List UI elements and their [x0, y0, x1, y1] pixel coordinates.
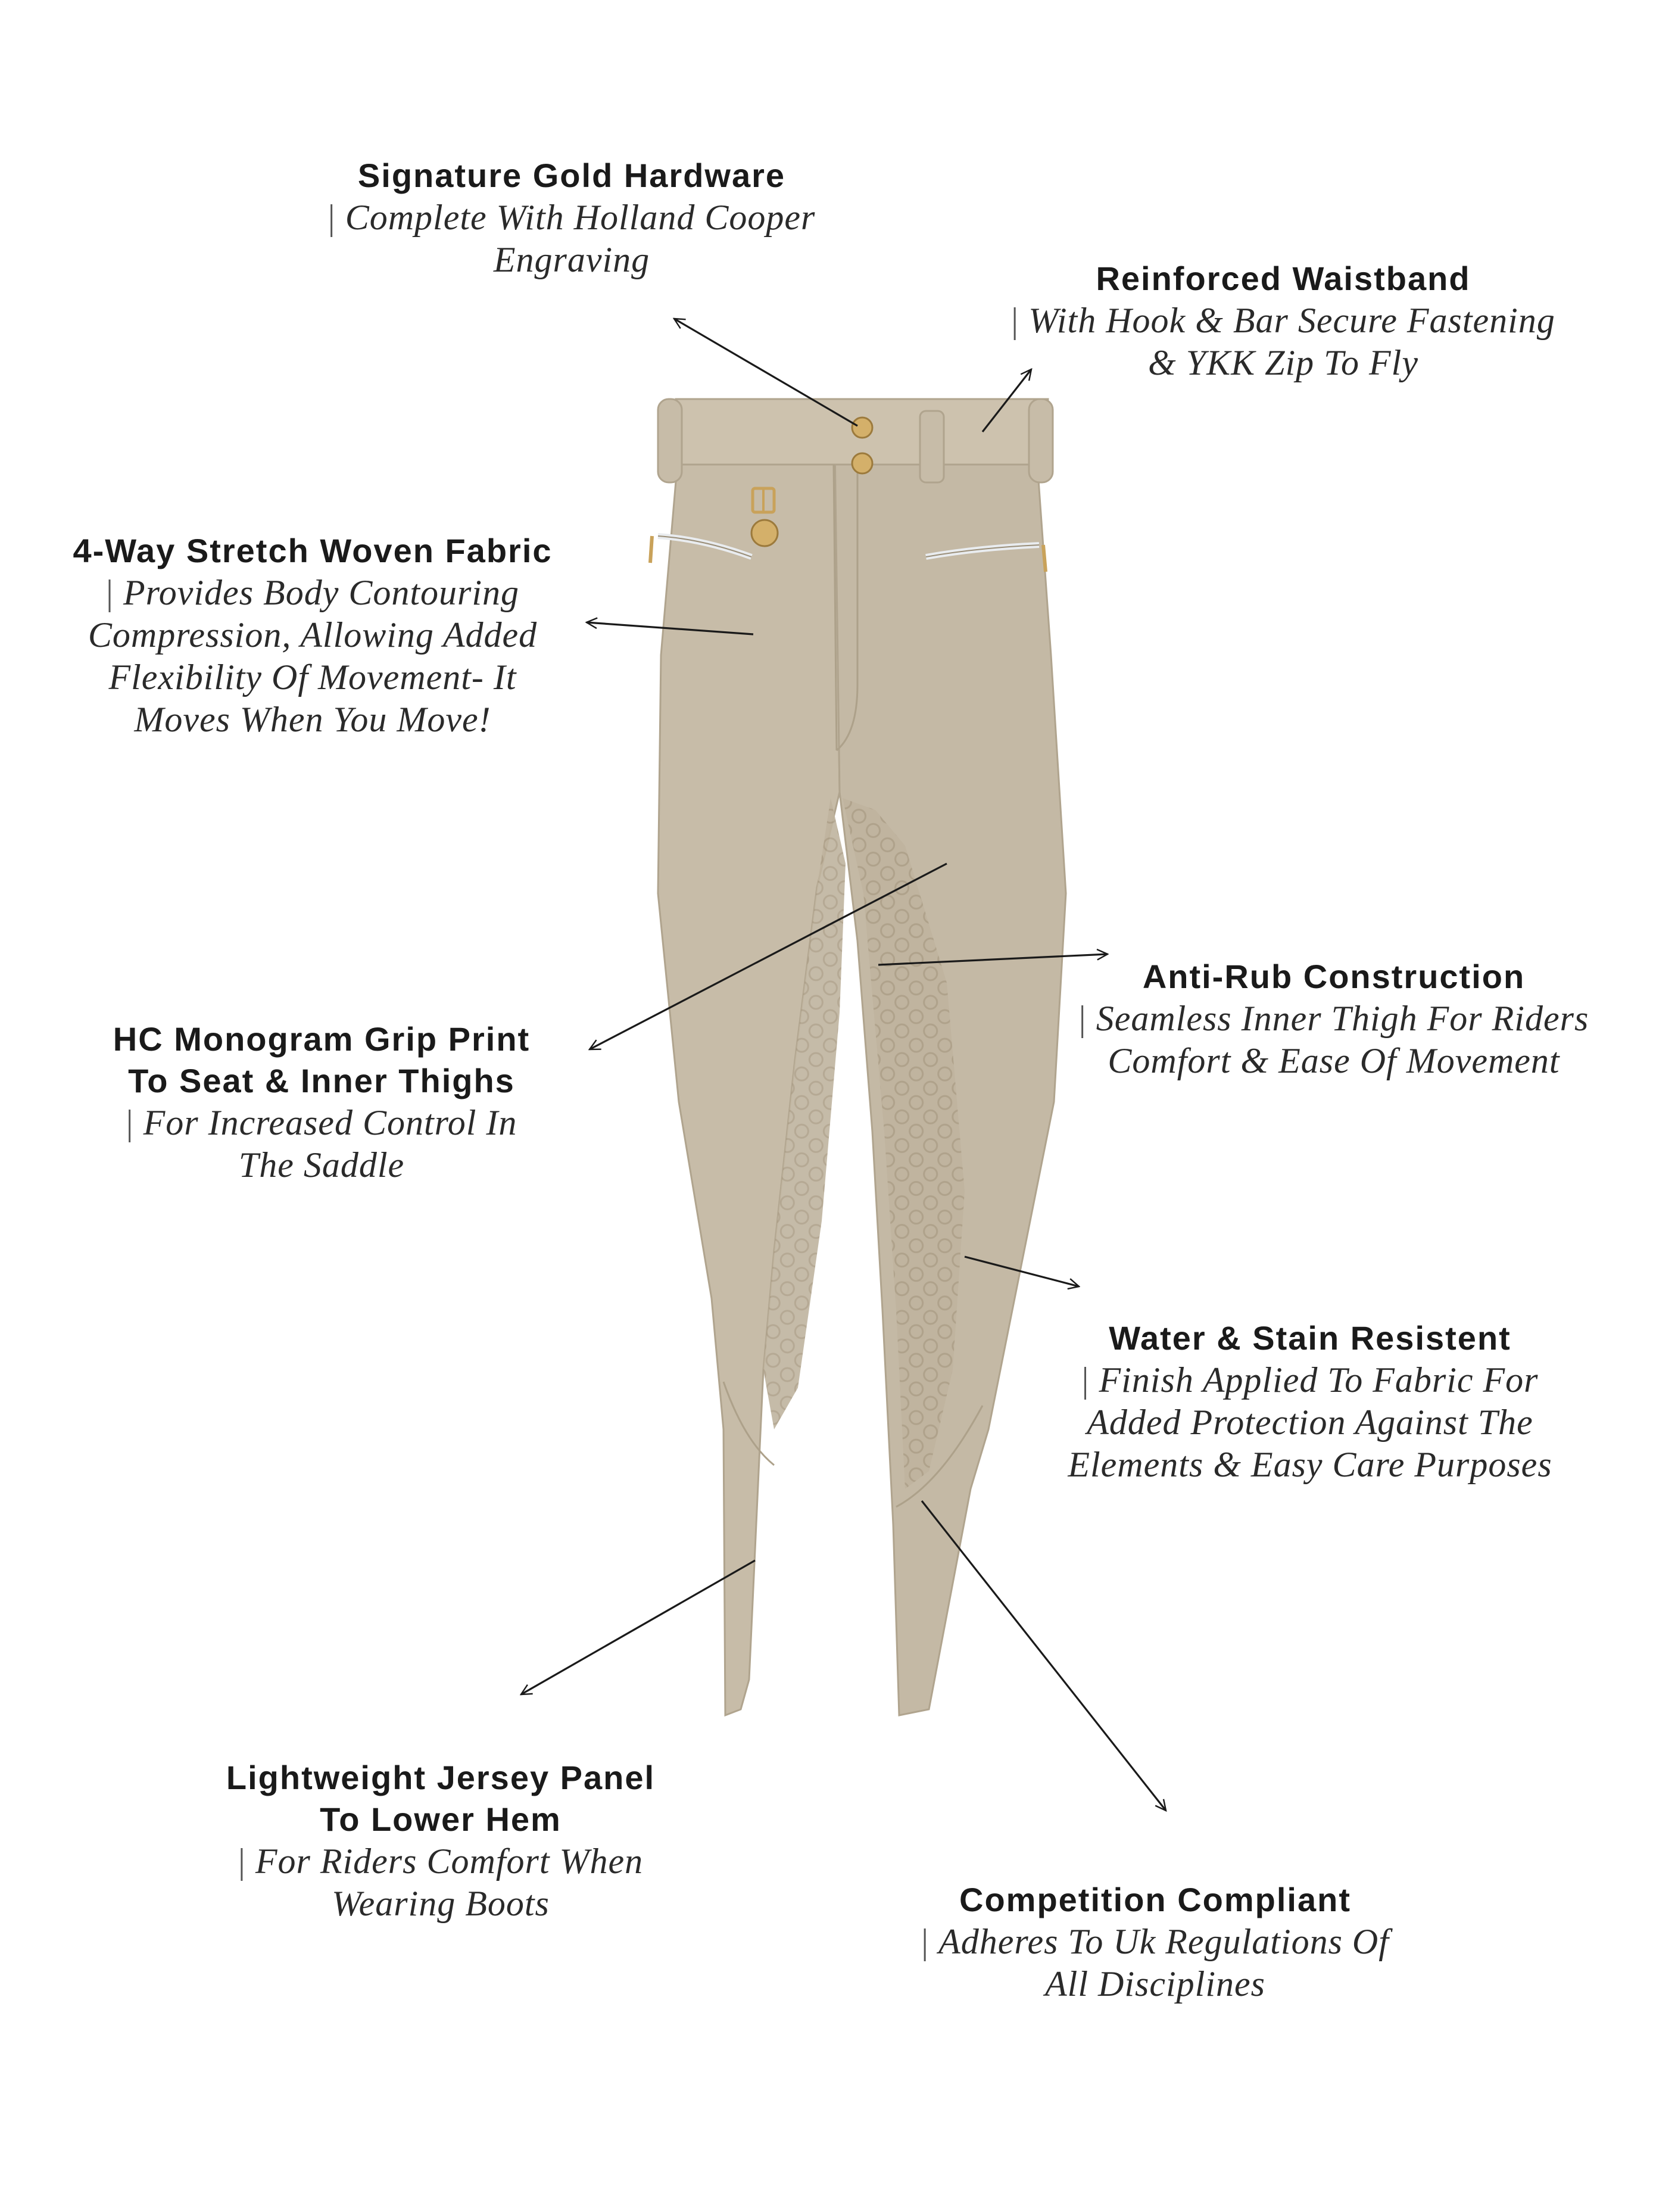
- callout-title: Anti-Rub Construction: [1142, 958, 1526, 995]
- callout-title: To Seat & Inner Thighs: [128, 1062, 515, 1099]
- belt-loop: [920, 411, 944, 482]
- callout-jersey: [179, 1757, 703, 1925]
- callout-desc: | For Riders Comfort When: [238, 1842, 644, 1881]
- gold-button-icon: [852, 453, 872, 473]
- callout-desc: | Provides Body Contouring: [105, 573, 520, 612]
- callout-desc: Elements & Easy Care Purposes: [1068, 1445, 1552, 1484]
- gold-button-icon: [852, 418, 872, 438]
- arrow-jersey: [521, 1560, 755, 1694]
- callout-hardware: [274, 155, 869, 281]
- callout-desc: Compression, Allowing Added: [88, 615, 538, 655]
- callout-title: 4-Way Stretch Woven Fabric: [73, 532, 553, 569]
- callout-desc: | Complete With Holland Cooper: [328, 198, 816, 237]
- breeches: [650, 399, 1066, 1715]
- callout-desc: Comfort & Ease Of Movement: [1108, 1041, 1560, 1080]
- callout-desc: | Finish Applied To Fabric For: [1081, 1360, 1539, 1400]
- callout-title: To Lower Hem: [320, 1800, 562, 1838]
- callout-desc: | With Hook & Bar Secure Fastening: [1011, 301, 1555, 340]
- callout-desc: | For Increased Control In: [126, 1103, 517, 1142]
- callout-title: Lightweight Jersey Panel: [226, 1759, 656, 1796]
- callout-title: Water & Stain Resistent: [1109, 1319, 1511, 1357]
- callout-title: Signature Gold Hardware: [357, 157, 786, 194]
- callout-water: [1012, 1317, 1608, 1486]
- callout-desc: Moves When You Move!: [134, 700, 491, 739]
- callout-antirub: [1036, 956, 1632, 1082]
- callout-competition: [881, 1879, 1429, 2005]
- callout-desc: Engraving: [493, 240, 650, 279]
- callout-desc: Added Protection Against The: [1087, 1403, 1533, 1442]
- zip-pull-icon: [1043, 545, 1046, 572]
- callout-title: HC Monogram Grip Print: [113, 1020, 531, 1058]
- callout-title: Competition Compliant: [959, 1881, 1351, 1918]
- callout-desc: Wearing Boots: [332, 1884, 550, 1923]
- gold-charm-icon: [751, 520, 778, 546]
- belt-loop: [658, 399, 682, 482]
- callout-desc: All Disciplines: [1045, 1964, 1265, 2004]
- callout-desc: Flexibility Of Movement- It: [108, 658, 517, 697]
- zip-pull-icon: [650, 536, 652, 563]
- callout-grip: [60, 1018, 584, 1186]
- callout-title: Reinforced Waistband: [1096, 260, 1471, 297]
- callout-desc: | Seamless Inner Thigh For Riders: [1078, 999, 1589, 1038]
- belt-loop: [1029, 399, 1053, 482]
- callout-stretch: [48, 530, 578, 741]
- callout-desc: The Saddle: [238, 1145, 405, 1185]
- callout-desc: & YKK Zip To Fly: [1148, 343, 1418, 382]
- arrow-competition: [922, 1501, 1166, 1811]
- callout-desc: | Adheres To Uk Regulations Of: [921, 1922, 1389, 1961]
- callout-waistband: [971, 258, 1596, 384]
